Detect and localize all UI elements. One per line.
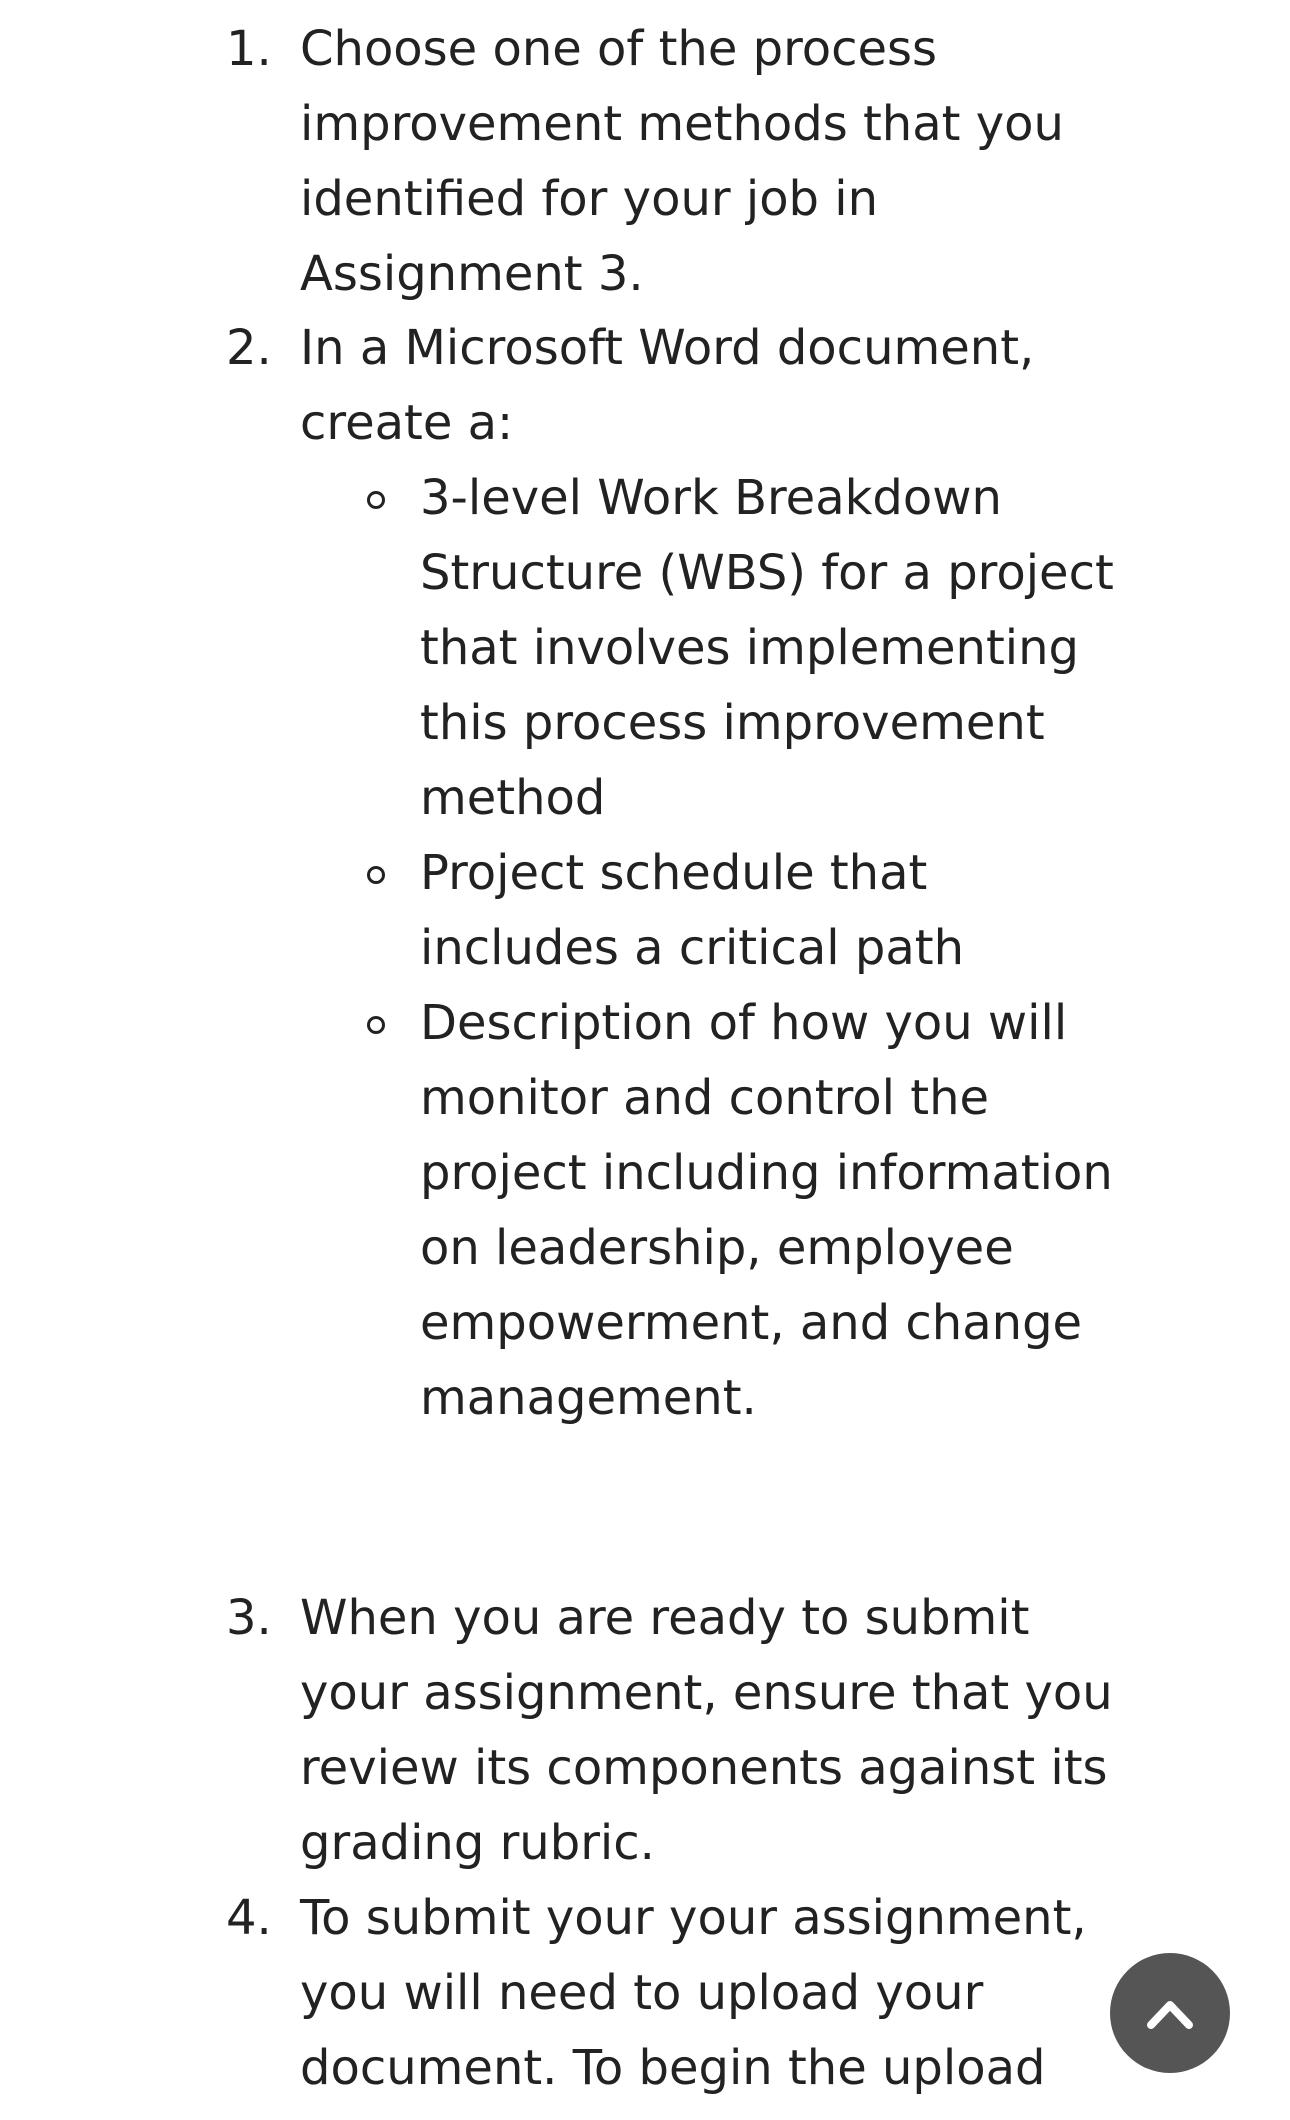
sub-item-text: Description of how you will monitor and control the project including information on leadership, employee empowerment, and change management. [420, 995, 1113, 1426]
circle-bullet-icon [367, 1016, 385, 1034]
sub-item-text: Project schedule that includes a critical path [420, 845, 964, 976]
step-text: To submit your your assignment, you will need to upload your document. To begin the upload [300, 1890, 1087, 2096]
step-number: 2. [226, 320, 272, 376]
step-number: 3. [226, 1590, 272, 1646]
step-number: 4. [226, 1890, 272, 1946]
circle-bullet-icon [367, 491, 385, 509]
chevron-up-icon [1145, 1991, 1195, 2035]
circle-bullet-icon [367, 866, 385, 884]
step-number: 1. [226, 21, 272, 77]
scroll-to-top-button[interactable] [1110, 1953, 1230, 2073]
step-text: When you are ready to submit your assignment, ensure that you review its components against its grading rubric. [300, 1590, 1113, 1871]
sub-item-text: 3-level Work Breakdown Structure (WBS) for a project that involves implementing this process improvement method [420, 470, 1114, 826]
step-text: In a Microsoft Word document, create a: [300, 320, 1035, 451]
step-text: Choose one of the process improvement methods that you identified for your job in Assignment 3. [300, 21, 1064, 302]
